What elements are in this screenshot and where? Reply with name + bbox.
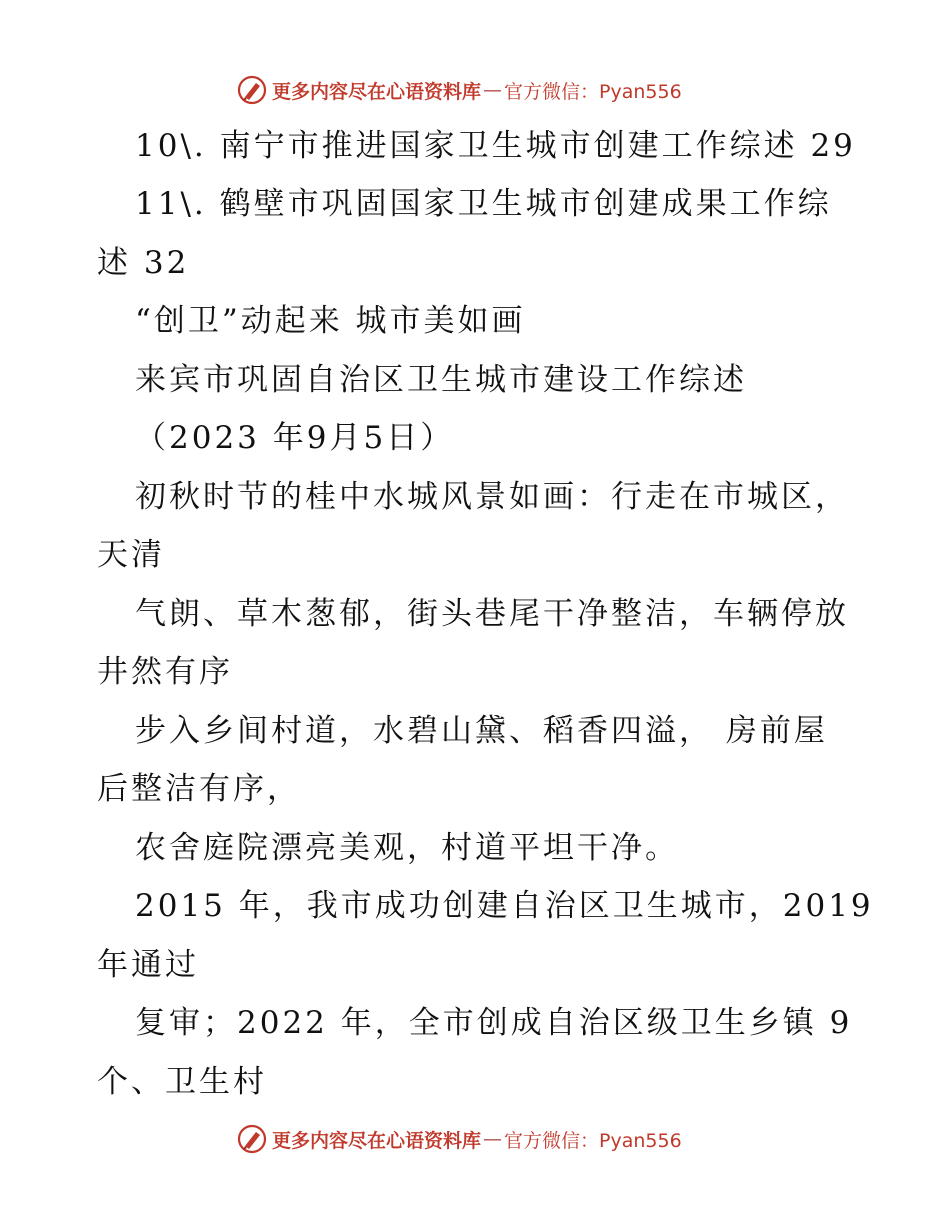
footer-watermark (236, 1122, 736, 1156)
paragraph-line: 年通过 (97, 947, 199, 983)
article-date: （2023 年9月5日） (135, 420, 455, 456)
paragraph-line: 后整洁有序， (97, 771, 301, 807)
watermark-contact: 官方微信：Pyan556 (504, 1129, 682, 1152)
header-watermark (236, 73, 736, 107)
paragraph-line: 2015 年，我市成功创建自治区卫生城市，2019 (135, 888, 874, 924)
paragraph-line: 农舍庭院漂亮美观，村道平坦干净。 (135, 830, 679, 866)
watermark-site-text: 更多内容尽在心语资料库 (272, 1129, 482, 1152)
article-subtitle: 来宾市巩固自治区卫生城市建设工作综述 (135, 362, 747, 398)
article-headline: “创卫”动起来 城市美如画 (135, 303, 526, 339)
watermark-separator: — (483, 1128, 503, 1150)
paragraph-line: 复审；2022 年，全市创成自治区级卫生乡镇 9 (135, 1005, 853, 1041)
pen-logo-icon (236, 1123, 268, 1155)
paragraph-line: 井然有序 (97, 654, 233, 690)
watermark-contact: 官方微信：Pyan556 (504, 80, 682, 103)
paragraph-line: 初秋时节的桂中水城风景如画：行走在市城区， (135, 479, 849, 515)
toc-entry-11-continued: 述 32 (97, 245, 190, 281)
paragraph-line: 步入乡间村道，水碧山黛、稻香四溢， 房前屋 (135, 713, 828, 749)
paragraph-line: 气朗、草木葱郁，街头巷尾干净整洁，车辆停放 (135, 596, 849, 632)
toc-entry-10: 10\. 南宁市推进国家卫生城市创建工作综述 29 (135, 128, 856, 164)
paragraph-line: 个、卫生村 (97, 1064, 267, 1100)
pen-logo-icon (236, 74, 268, 106)
toc-entry-11: 11\. 鹤壁市巩固国家卫生城市创建成果工作综 (135, 186, 832, 222)
watermark-separator: — (483, 79, 503, 101)
watermark-site-text: 更多内容尽在心语资料库 (272, 80, 482, 103)
paragraph-line: 天清 (97, 537, 165, 573)
